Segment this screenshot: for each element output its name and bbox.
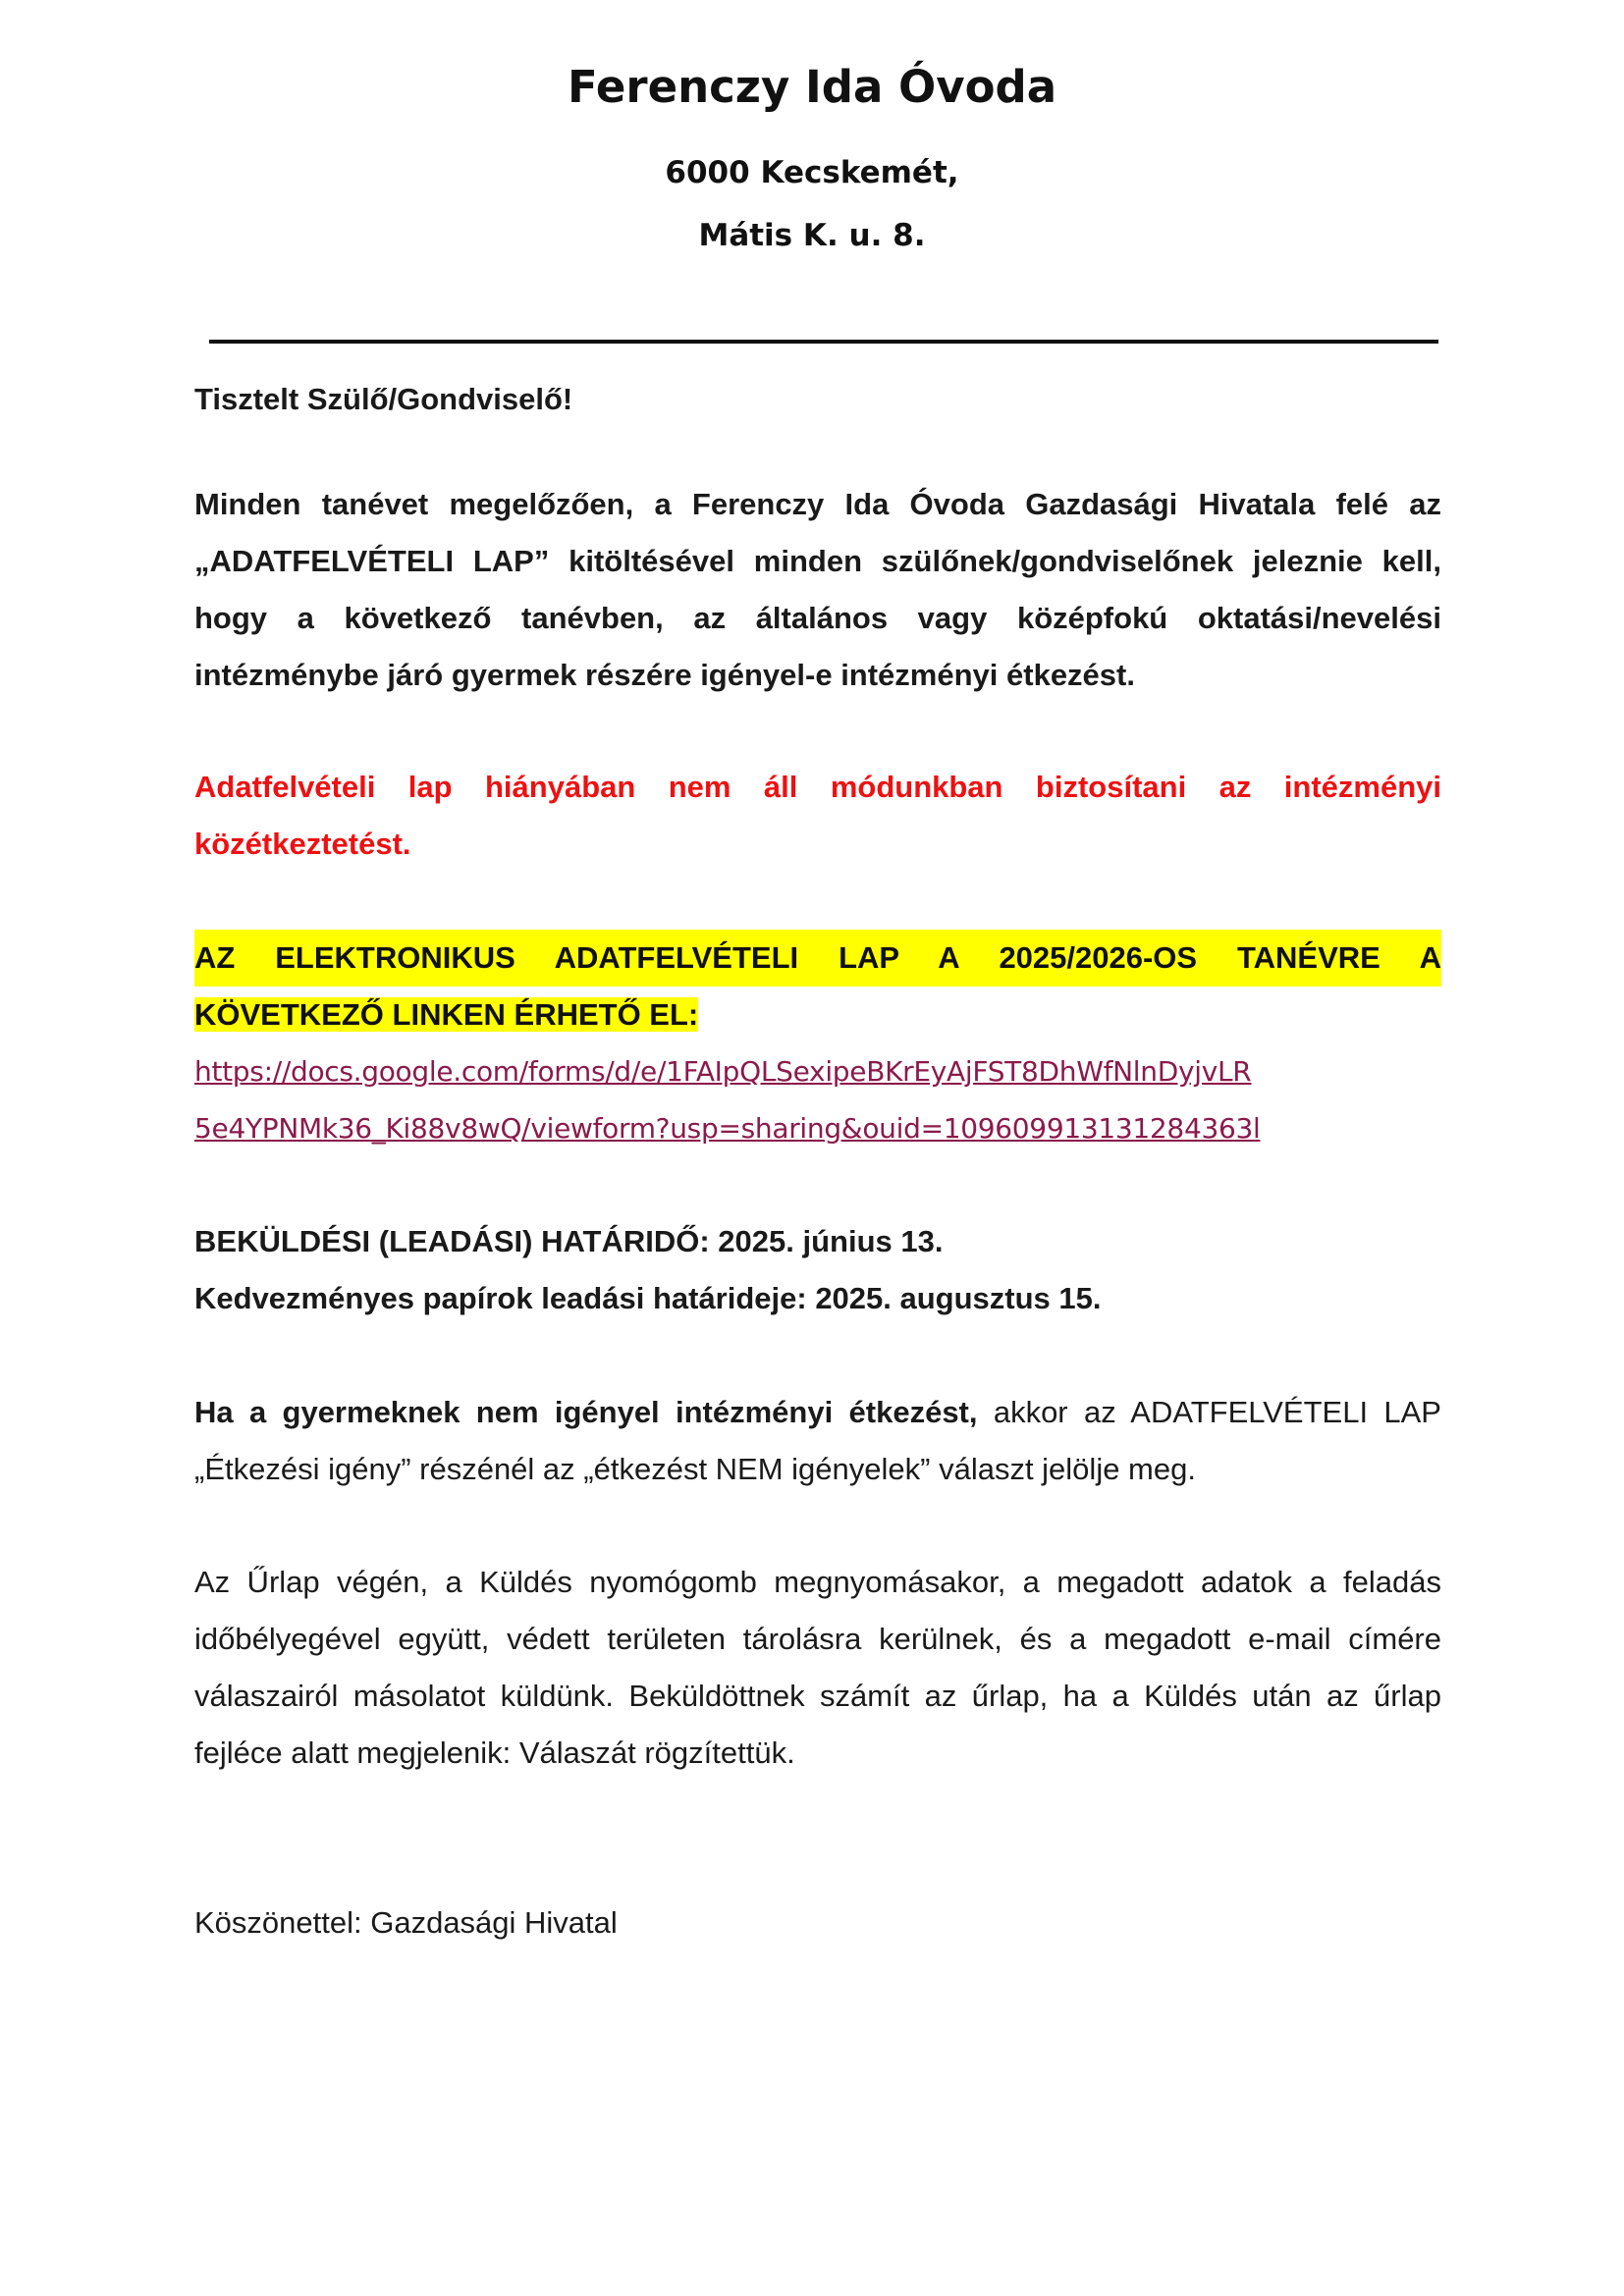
- form-link-line2[interactable]: 5e4YPNMk36_Ki88v8wQ/viewform?usp=sharing&ouid=109609913131284363l: [194, 1112, 1261, 1145]
- link-heading-line2: KÖVETKEZŐ LINKEN ÉRHETŐ EL:: [194, 997, 699, 1032]
- form-link-line1[interactable]: https://docs.google.com/forms/d/e/1FAIpQLSexipeBKrEyAjFST8DhWfNlnDyjvLR: [194, 1055, 1252, 1088]
- institution-name: Ferenczy Ida Óvoda: [567, 61, 1057, 113]
- address-street: Mátis K. u. 8.: [698, 218, 926, 253]
- link-section: [194, 930, 1441, 1157]
- no-meal-rest: akkor az ADATFELVÉTELI LAP „Étkezési igény” részénél az „étkezést NEM igényelek” választ jelölje meg.: [194, 1395, 1441, 1486]
- no-meal-paragraph: [194, 1384, 1441, 1498]
- no-meal-bold: Ha a gyermeknek nem igényel intézményi étkezést,: [194, 1395, 978, 1429]
- link-heading-line1: AZ ELEKTRONIKUS ADATFELVÉTELI LAP A 2025/2026-OS TANÉVRE A: [194, 930, 1441, 987]
- address-city: 6000 Kecskemét,: [665, 155, 959, 190]
- warning-paragraph: Adatfelvételi lap hiányában nem áll módunkban biztosítani az intézményi közétkeztetést.: [194, 770, 1441, 861]
- deadline-submission: BEKÜLDÉSI (LEADÁSI) HATÁRIDŐ: 2025. június 13.: [194, 1224, 944, 1258]
- deadline-discount: Kedvezményes papírok leadási határideje: 2025. augusztus 15.: [194, 1281, 1102, 1315]
- greeting: Tisztelt Szülő/Gondviselő!: [194, 382, 573, 416]
- submit-info-paragraph: Az Űrlap végén, a Küldés nyomógomb megnyomásakor, a megadott adatok a feladás időbélyegével együtt, védett területen tárolásra kerülnek, és a megadott e-mail címére válaszairól másolatot küldünk. Beküldöttnek számít az űrlap, ha a Küldés után az űrlap fejléce alatt megjelenik: Válaszát rögzítettük.: [194, 1565, 1441, 1770]
- header-divider: [209, 340, 1438, 344]
- intro-paragraph: Minden tanévet megelőzően, a Ferenczy Ida Óvoda Gazdasági Hivatala felé az „ADATFELVÉTELI LAP” kitöltésével minden szülőnek/gondviselőnek jeleznie kell, hogy a következő tanévben, az általános vagy középfokú oktatási/nevelési intézménybe járó gyermek részére igényel-e intézményi étkezést.: [194, 487, 1441, 692]
- closing: Köszönettel: Gazdasági Hivatal: [194, 1905, 618, 1940]
